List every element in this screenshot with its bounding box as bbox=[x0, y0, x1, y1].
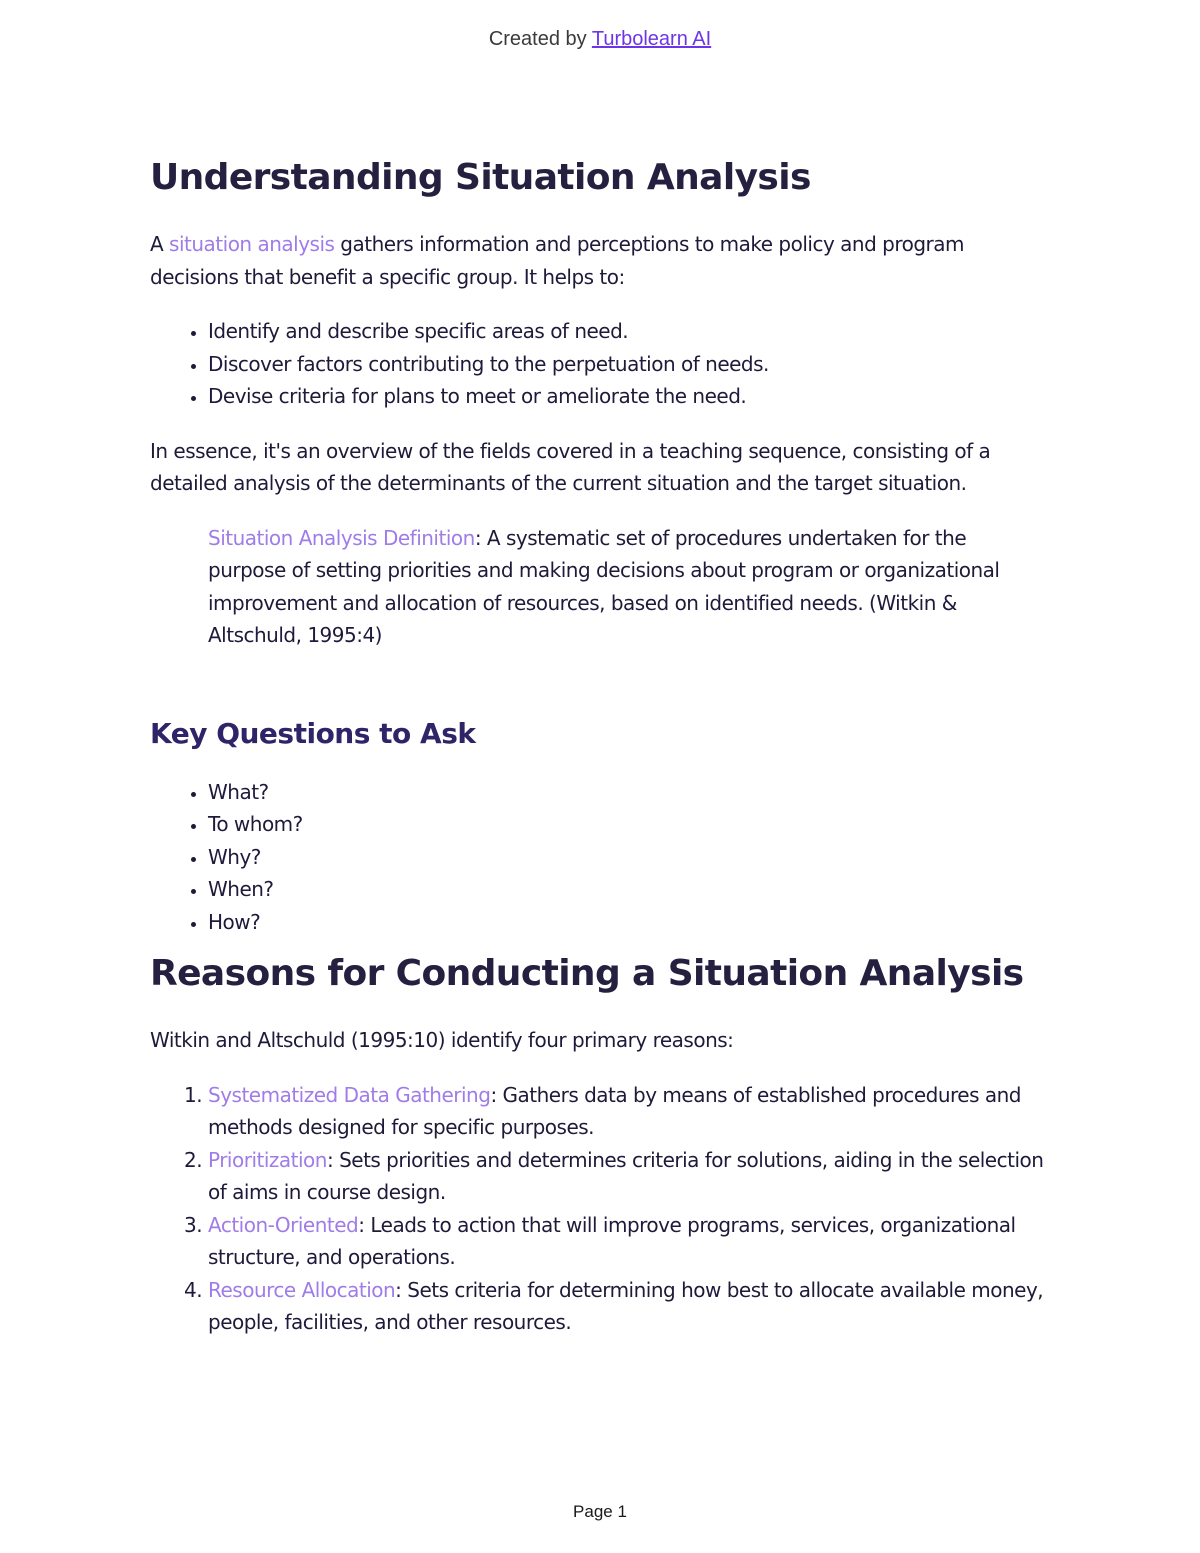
questions-list bbox=[150, 776, 1050, 939]
list-item: • Discover factors contributing to the perpetuation of needs. bbox=[208, 348, 1050, 381]
reasons-list bbox=[150, 1079, 1050, 1339]
highlighted-term: Prioritization bbox=[208, 1147, 327, 1172]
definition-quote: Situation Analysis Definition: A systematic set of procedures undertaken for the purpose of setting priorities and making decisions about program or organizational improvement and allocation of resources, based on identified needs. (Witkin & Altschuld, 1995:4) bbox=[208, 525, 1000, 647]
list-item: 4. Resource Allocation: Sets criteria for determining how best to allocate available money, people, facilities, and other resources. bbox=[208, 1274, 1050, 1339]
intro-paragraph: A situation analysis gathers information and perceptions to make policy and program decisions that benefit a specific group. It helps to: bbox=[150, 232, 965, 289]
list-item: • What? bbox=[208, 776, 1050, 809]
list-item: 2. Prioritization: Sets priorities and determines criteria for solutions, aiding in the selection of aims in course design. bbox=[208, 1144, 1050, 1209]
highlighted-term: Situation Analysis Definition bbox=[208, 525, 475, 550]
list-item: • When? bbox=[208, 873, 1050, 906]
page-header bbox=[0, 28, 1200, 51]
needs-list bbox=[150, 315, 1050, 413]
highlighted-term: Resource Allocation bbox=[208, 1277, 396, 1302]
list-item: 1. Systematized Data Gathering: Gathers data by means of established procedures and methods designed for specific purposes. bbox=[208, 1079, 1050, 1144]
essence-paragraph: In essence, it's an overview of the fields covered in a teaching sequence, consisting of a detailed analysis of the determinants of the current situation and the target situation. bbox=[150, 438, 991, 495]
list-item: • Identify and describe specific areas of need. bbox=[208, 315, 1050, 348]
highlighted-term: Systematized Data Gathering bbox=[208, 1082, 491, 1107]
page-number: Page 1 bbox=[573, 1502, 627, 1521]
highlighted-term: situation analysis bbox=[169, 232, 335, 256]
list-item: 3. Action-Oriented: Leads to action that will improve programs, services, organizational structure, and operations. bbox=[208, 1209, 1050, 1274]
list-item: • Devise criteria for plans to meet or ameliorate the need. bbox=[208, 380, 1050, 413]
section-title-reasons: Reasons for Conducting a Situation Analysis bbox=[150, 953, 1024, 994]
section-title-understanding: Understanding Situation Analysis bbox=[150, 157, 811, 198]
highlighted-term: Action-Oriented bbox=[208, 1212, 359, 1237]
turbolearn-link[interactable]: Turbolearn AI bbox=[591, 28, 712, 50]
header-prefix: Created by bbox=[488, 28, 587, 50]
list-item: • Why? bbox=[208, 841, 1050, 874]
list-item: • To whom? bbox=[208, 808, 1050, 841]
document-body bbox=[150, 148, 1050, 1339]
list-item: • How? bbox=[208, 906, 1050, 939]
section-title-key-questions: Key Questions to Ask bbox=[150, 716, 476, 750]
reasons-intro: Witkin and Altschuld (1995:10) identify four primary reasons: bbox=[150, 1028, 734, 1052]
